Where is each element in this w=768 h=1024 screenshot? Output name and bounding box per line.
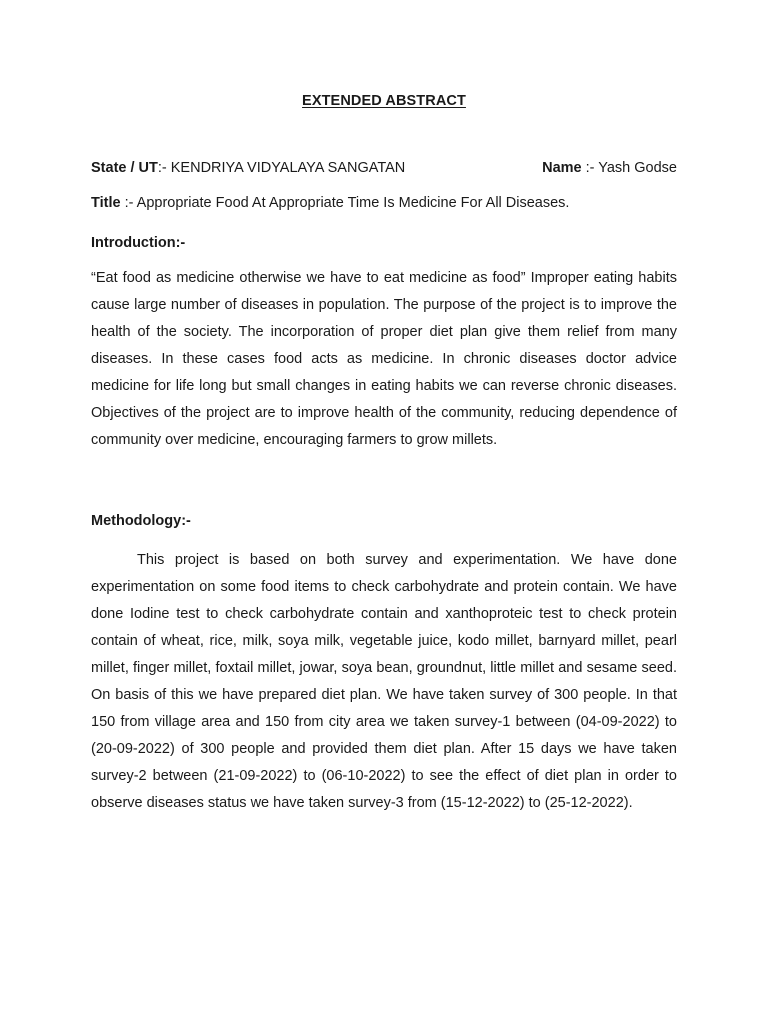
introduction-paragraph: “Eat food as medicine otherwise we have to eat medicine as food” Improper eating habits cause large number of diseases in population. The purpose of the project is to improve the health of the society. The incorporation of proper diet plan give them relief from many diseases. In these cases food acts as medicine. In chronic diseases doctor advice medicine for life long but small changes in eating habits we can reverse chronic diseases. Objectives of the project are to improve health of the community, reducing dependence of community over medicine, encouraging farmers to grow millets.: [91, 270, 677, 448]
name-label: Name: [542, 160, 582, 176]
title-field: [91, 193, 677, 213]
methodology-paragraph: This project is based on both survey and experimentation. We have done experimentation on some food items to check carbohydrate and protein contain. We have done Iodine test to check carbohydrate contain and xanthoproteic test to check protein contain of wheat, rice, milk, soya milk, vegetable juice, kodo millet, barnyard millet, pearl millet, finger millet, foxtail millet, jowar, soya bean, groundnut, little millet and sesame seed. On basis of this we have prepared diet plan. We have taken survey of 300 people. In that 150 from village area and 150 from city area we taken survey-1 between (04-09-2022) to (20-09-2022) of 300 people and provided them diet plan. After 15 days we have taken survey-2 between (21-09-2022) to (06-10-2022) to see the effect of diet plan in order to observe diseases status we have taken survey-3 from (15-12-2022) to (25-12-2022).: [91, 552, 677, 811]
title-value: :- Appropriate Food At Appropriate Time Is Medicine For All Diseases.: [120, 195, 570, 211]
methodology-heading: Methodology:-: [91, 513, 191, 529]
state-value: :- KENDRIYA VIDYALAYA SANGATAN: [157, 160, 406, 176]
document-heading: EXTENDED ABSTRACT: [302, 93, 466, 109]
state-field: [91, 158, 405, 178]
title-label: Title: [91, 195, 121, 211]
introduction-heading: Introduction:-: [91, 235, 186, 251]
name-value: :- Yash Godse: [581, 160, 677, 176]
name-field: [542, 158, 677, 178]
state-label: State / UT: [91, 160, 158, 176]
